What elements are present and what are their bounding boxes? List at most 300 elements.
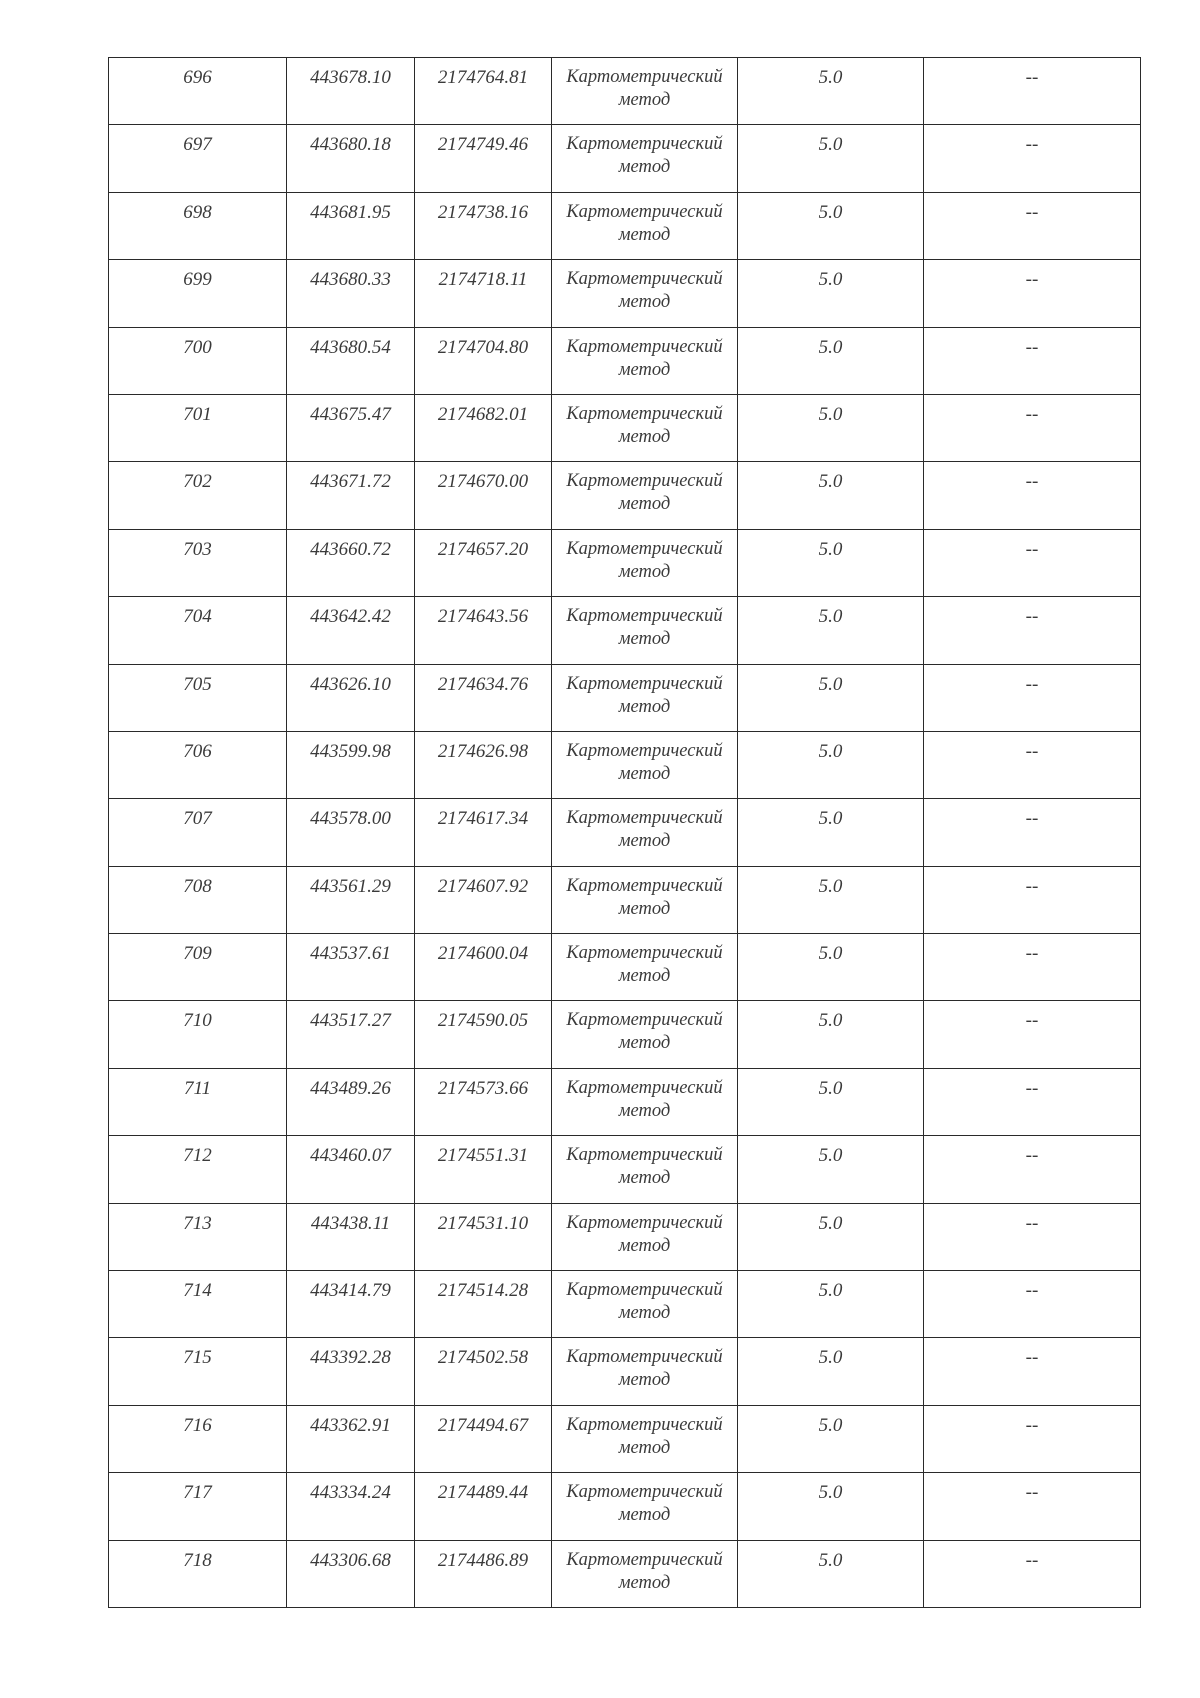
accuracy-cell xyxy=(738,125,924,192)
accuracy-value: 5.0 xyxy=(818,1212,843,1234)
point-number-cell xyxy=(109,934,287,1001)
point-number-cell xyxy=(109,1473,287,1540)
method-cell xyxy=(552,529,738,596)
accuracy-cell xyxy=(738,597,924,664)
note-cell xyxy=(924,1405,1141,1472)
x-coordinate: 443362.91 xyxy=(310,1414,391,1436)
point-number: 697 xyxy=(183,134,212,156)
point-number: 717 xyxy=(183,1482,212,1504)
point-number-cell xyxy=(109,394,287,461)
x-coordinate: 443660.72 xyxy=(310,538,391,560)
note-cell xyxy=(924,1271,1141,1338)
x-coordinate-cell xyxy=(287,1203,415,1270)
y-coordinate-cell xyxy=(415,934,552,1001)
y-coordinate: 2174600.04 xyxy=(437,943,529,965)
determination-method: Картометрический метод xyxy=(566,1549,723,1593)
accuracy-cell xyxy=(738,1136,924,1203)
accuracy-cell xyxy=(738,1271,924,1338)
determination-method: Картометрический метод xyxy=(566,403,723,447)
y-coordinate: 2174738.16 xyxy=(437,201,529,223)
table-row xyxy=(109,58,1141,125)
point-number-cell xyxy=(109,529,287,596)
method-cell xyxy=(552,1203,738,1270)
x-coordinate: 443392.28 xyxy=(310,1347,391,1369)
determination-method: Картометрический метод xyxy=(566,1212,723,1256)
note-cell xyxy=(924,1540,1141,1607)
determination-method: Картометрический метод xyxy=(566,673,723,717)
y-coordinate: 2174617.34 xyxy=(437,808,529,830)
accuracy-value: 5.0 xyxy=(818,201,843,223)
y-coordinate: 2174626.98 xyxy=(437,740,529,762)
x-coordinate: 443578.00 xyxy=(310,808,391,830)
note-value: -- xyxy=(1025,1347,1039,1369)
point-number: 706 xyxy=(183,740,212,762)
note-cell xyxy=(924,1203,1141,1270)
note-cell xyxy=(924,394,1141,461)
method-cell xyxy=(552,1001,738,1068)
accuracy-value: 5.0 xyxy=(818,808,843,830)
x-coordinate-cell xyxy=(287,1540,415,1607)
point-number: 702 xyxy=(183,471,212,493)
y-coordinate: 2174573.66 xyxy=(437,1077,529,1099)
x-coordinate: 443678.10 xyxy=(310,67,391,88)
y-coordinate: 2174764.81 xyxy=(437,67,529,88)
accuracy-value: 5.0 xyxy=(818,336,843,358)
y-coordinate: 2174502.58 xyxy=(437,1347,529,1369)
note-cell xyxy=(924,1473,1141,1540)
point-number: 710 xyxy=(183,1010,212,1032)
accuracy-cell xyxy=(738,260,924,327)
accuracy-cell xyxy=(738,58,924,125)
note-cell xyxy=(924,327,1141,394)
coordinates-table-body xyxy=(109,58,1141,1608)
note-cell xyxy=(924,58,1141,125)
accuracy-value: 5.0 xyxy=(818,1077,843,1099)
note-cell xyxy=(924,597,1141,664)
accuracy-cell xyxy=(738,394,924,461)
x-coordinate: 443680.54 xyxy=(310,336,391,358)
accuracy-value: 5.0 xyxy=(818,403,843,425)
determination-method: Картометрический метод xyxy=(566,67,723,110)
note-value: -- xyxy=(1025,403,1039,425)
point-number-cell xyxy=(109,799,287,866)
note-value: -- xyxy=(1025,538,1039,560)
table-row xyxy=(109,1203,1141,1270)
point-number: 703 xyxy=(183,538,212,560)
y-coordinate-cell xyxy=(415,394,552,461)
note-cell xyxy=(924,664,1141,731)
note-cell xyxy=(924,731,1141,798)
x-coordinate: 443681.95 xyxy=(310,201,391,223)
accuracy-value: 5.0 xyxy=(818,875,843,897)
table-row xyxy=(109,1473,1141,1540)
accuracy-value: 5.0 xyxy=(818,1280,843,1302)
note-cell xyxy=(924,260,1141,327)
table-row xyxy=(109,731,1141,798)
table-row xyxy=(109,1001,1141,1068)
y-coordinate-cell xyxy=(415,1068,552,1135)
coordinates-table xyxy=(108,57,1141,1608)
point-number: 700 xyxy=(183,336,212,358)
determination-method: Картометрический метод xyxy=(566,1414,723,1458)
accuracy-cell xyxy=(738,934,924,1001)
note-cell xyxy=(924,1068,1141,1135)
x-coordinate: 443680.33 xyxy=(310,269,391,291)
note-value: -- xyxy=(1025,1010,1039,1032)
method-cell xyxy=(552,1338,738,1405)
accuracy-cell xyxy=(738,1473,924,1540)
method-cell xyxy=(552,462,738,529)
y-coordinate-cell xyxy=(415,462,552,529)
x-coordinate: 443561.29 xyxy=(310,875,391,897)
y-coordinate: 2174682.01 xyxy=(437,403,529,425)
method-cell xyxy=(552,664,738,731)
determination-method: Картометрический метод xyxy=(566,606,723,650)
y-coordinate-cell xyxy=(415,664,552,731)
note-value: -- xyxy=(1025,471,1039,493)
accuracy-value: 5.0 xyxy=(818,67,843,88)
y-coordinate-cell xyxy=(415,866,552,933)
note-value: -- xyxy=(1025,606,1039,628)
y-coordinate: 2174718.11 xyxy=(438,269,528,291)
point-number-cell xyxy=(109,58,287,125)
x-coordinate-cell xyxy=(287,394,415,461)
note-cell xyxy=(924,799,1141,866)
note-value: -- xyxy=(1025,1482,1039,1504)
accuracy-cell xyxy=(738,664,924,731)
method-cell xyxy=(552,1405,738,1472)
y-coordinate-cell xyxy=(415,597,552,664)
method-cell xyxy=(552,866,738,933)
determination-method: Картометрический метод xyxy=(566,134,723,178)
table-row xyxy=(109,1540,1141,1607)
point-number-cell xyxy=(109,1068,287,1135)
point-number: 713 xyxy=(183,1212,212,1234)
point-number-cell xyxy=(109,597,287,664)
accuracy-cell xyxy=(738,799,924,866)
accuracy-value: 5.0 xyxy=(818,740,843,762)
x-coordinate-cell xyxy=(287,1068,415,1135)
table-row xyxy=(109,934,1141,1001)
y-coordinate-cell xyxy=(415,529,552,596)
accuracy-value: 5.0 xyxy=(818,943,843,965)
point-number: 716 xyxy=(183,1414,212,1436)
x-coordinate: 443671.72 xyxy=(310,471,391,493)
method-cell xyxy=(552,1136,738,1203)
y-coordinate: 2174494.67 xyxy=(437,1414,529,1436)
note-value: -- xyxy=(1025,269,1039,291)
x-coordinate-cell xyxy=(287,125,415,192)
x-coordinate-cell xyxy=(287,58,415,125)
accuracy-cell xyxy=(738,529,924,596)
point-number-cell xyxy=(109,1338,287,1405)
y-coordinate-cell xyxy=(415,260,552,327)
determination-method: Картометрический метод xyxy=(566,1347,723,1391)
x-coordinate-cell xyxy=(287,866,415,933)
determination-method: Картометрический метод xyxy=(566,201,723,245)
y-coordinate: 2174514.28 xyxy=(437,1280,529,1302)
point-number-cell xyxy=(109,1540,287,1607)
determination-method: Картометрический метод xyxy=(566,1145,723,1189)
y-coordinate: 2174607.92 xyxy=(437,875,529,897)
y-coordinate: 2174489.44 xyxy=(437,1482,529,1504)
table-row xyxy=(109,1405,1141,1472)
point-number-cell xyxy=(109,731,287,798)
x-coordinate-cell xyxy=(287,1338,415,1405)
x-coordinate-cell xyxy=(287,327,415,394)
x-coordinate: 443460.07 xyxy=(310,1145,391,1167)
y-coordinate-cell xyxy=(415,125,552,192)
point-number: 709 xyxy=(183,943,212,965)
method-cell xyxy=(552,125,738,192)
point-number: 711 xyxy=(183,1077,212,1099)
note-value: -- xyxy=(1025,943,1039,965)
point-number-cell xyxy=(109,664,287,731)
y-coordinate-cell xyxy=(415,1203,552,1270)
method-cell xyxy=(552,934,738,1001)
x-coordinate: 443680.18 xyxy=(310,134,391,156)
note-value: -- xyxy=(1025,808,1039,830)
point-number: 708 xyxy=(183,875,212,897)
y-coordinate: 2174749.46 xyxy=(437,134,529,156)
method-cell xyxy=(552,1271,738,1338)
y-coordinate: 2174634.76 xyxy=(437,673,529,695)
point-number: 718 xyxy=(183,1549,212,1571)
method-cell xyxy=(552,799,738,866)
method-cell xyxy=(552,1540,738,1607)
x-coordinate-cell xyxy=(287,1473,415,1540)
determination-method: Картометрический метод xyxy=(566,740,723,784)
y-coordinate-cell xyxy=(415,1271,552,1338)
determination-method: Картометрический метод xyxy=(566,808,723,852)
point-number-cell xyxy=(109,260,287,327)
accuracy-cell xyxy=(738,1001,924,1068)
determination-method: Картометрический метод xyxy=(566,1280,723,1324)
table-row xyxy=(109,1136,1141,1203)
y-coordinate-cell xyxy=(415,799,552,866)
determination-method: Картометрический метод xyxy=(566,875,723,919)
table-row xyxy=(109,260,1141,327)
determination-method: Картометрический метод xyxy=(566,471,723,515)
point-number-cell xyxy=(109,327,287,394)
y-coordinate-cell xyxy=(415,1136,552,1203)
accuracy-value: 5.0 xyxy=(818,1010,843,1032)
x-coordinate: 443599.98 xyxy=(310,740,391,762)
table-row xyxy=(109,192,1141,259)
x-coordinate-cell xyxy=(287,597,415,664)
note-value: -- xyxy=(1025,1549,1039,1571)
method-cell xyxy=(552,731,738,798)
note-cell xyxy=(924,1001,1141,1068)
point-number: 712 xyxy=(183,1145,212,1167)
note-cell xyxy=(924,866,1141,933)
note-value: -- xyxy=(1025,740,1039,762)
x-coordinate-cell xyxy=(287,1001,415,1068)
table-row xyxy=(109,597,1141,664)
note-value: -- xyxy=(1025,1077,1039,1099)
accuracy-value: 5.0 xyxy=(818,1145,843,1167)
table-row xyxy=(109,394,1141,461)
accuracy-value: 5.0 xyxy=(818,606,843,628)
accuracy-value: 5.0 xyxy=(818,1549,843,1571)
x-coordinate-cell xyxy=(287,462,415,529)
note-value: -- xyxy=(1025,336,1039,358)
accuracy-cell xyxy=(738,1068,924,1135)
point-number: 715 xyxy=(183,1347,212,1369)
determination-method: Картометрический метод xyxy=(566,538,723,582)
x-coordinate: 443626.10 xyxy=(310,673,391,695)
accuracy-cell xyxy=(738,462,924,529)
point-number-cell xyxy=(109,1271,287,1338)
determination-method: Картометрический метод xyxy=(566,943,723,987)
y-coordinate: 2174486.89 xyxy=(437,1549,529,1571)
method-cell xyxy=(552,1473,738,1540)
y-coordinate: 2174531.10 xyxy=(437,1212,529,1234)
x-coordinate: 443489.26 xyxy=(310,1077,391,1099)
x-coordinate: 443517.27 xyxy=(310,1010,391,1032)
accuracy-cell xyxy=(738,866,924,933)
x-coordinate-cell xyxy=(287,529,415,596)
x-coordinate-cell xyxy=(287,799,415,866)
note-cell xyxy=(924,125,1141,192)
point-number: 704 xyxy=(183,606,212,628)
table-row xyxy=(109,799,1141,866)
x-coordinate-cell xyxy=(287,731,415,798)
note-cell xyxy=(924,1338,1141,1405)
point-number-cell xyxy=(109,1203,287,1270)
table-row xyxy=(109,462,1141,529)
table-row xyxy=(109,125,1141,192)
determination-method: Картометрический метод xyxy=(566,269,723,313)
accuracy-cell xyxy=(738,192,924,259)
accuracy-value: 5.0 xyxy=(818,134,843,156)
accuracy-cell xyxy=(738,1338,924,1405)
determination-method: Картометрический метод xyxy=(566,1482,723,1526)
point-number-cell xyxy=(109,1405,287,1472)
method-cell xyxy=(552,394,738,461)
method-cell xyxy=(552,597,738,664)
y-coordinate-cell xyxy=(415,1473,552,1540)
note-value: -- xyxy=(1025,134,1039,156)
method-cell xyxy=(552,192,738,259)
x-coordinate-cell xyxy=(287,1271,415,1338)
point-number: 707 xyxy=(183,808,212,830)
x-coordinate-cell xyxy=(287,1405,415,1472)
point-number: 714 xyxy=(183,1280,212,1302)
note-cell xyxy=(924,934,1141,1001)
point-number: 701 xyxy=(183,403,212,425)
note-cell xyxy=(924,192,1141,259)
x-coordinate: 443414.79 xyxy=(310,1280,391,1302)
note-value: -- xyxy=(1025,673,1039,695)
accuracy-cell xyxy=(738,1540,924,1607)
accuracy-cell xyxy=(738,1405,924,1472)
method-cell xyxy=(552,58,738,125)
x-coordinate: 443642.42 xyxy=(310,606,391,628)
note-cell xyxy=(924,529,1141,596)
determination-method: Картометрический метод xyxy=(566,1010,723,1054)
note-value: -- xyxy=(1025,1414,1039,1436)
point-number-cell xyxy=(109,125,287,192)
point-number: 699 xyxy=(183,269,212,291)
y-coordinate: 2174670.00 xyxy=(437,471,529,493)
y-coordinate-cell xyxy=(415,1001,552,1068)
method-cell xyxy=(552,260,738,327)
accuracy-value: 5.0 xyxy=(818,673,843,695)
accuracy-cell xyxy=(738,327,924,394)
accuracy-cell xyxy=(738,731,924,798)
point-number-cell xyxy=(109,1136,287,1203)
y-coordinate: 2174657.20 xyxy=(437,538,529,560)
point-number: 696 xyxy=(183,67,212,88)
y-coordinate-cell xyxy=(415,731,552,798)
table-row xyxy=(109,1068,1141,1135)
note-cell xyxy=(924,462,1141,529)
table-row xyxy=(109,664,1141,731)
y-coordinate: 2174643.56 xyxy=(437,606,529,628)
table-row xyxy=(109,529,1141,596)
determination-method: Картометрический метод xyxy=(566,336,723,380)
method-cell xyxy=(552,1068,738,1135)
y-coordinate-cell xyxy=(415,1405,552,1472)
point-number-cell xyxy=(109,192,287,259)
accuracy-value: 5.0 xyxy=(818,538,843,560)
x-coordinate-cell xyxy=(287,1136,415,1203)
point-number: 698 xyxy=(183,201,212,223)
note-cell xyxy=(924,1136,1141,1203)
x-coordinate: 443438.11 xyxy=(310,1212,391,1234)
point-number-cell xyxy=(109,866,287,933)
x-coordinate-cell xyxy=(287,664,415,731)
x-coordinate: 443537.61 xyxy=(310,943,391,965)
table-row xyxy=(109,866,1141,933)
method-cell xyxy=(552,327,738,394)
point-number-cell xyxy=(109,1001,287,1068)
x-coordinate: 443334.24 xyxy=(310,1482,391,1504)
point-number: 705 xyxy=(183,673,212,695)
x-coordinate-cell xyxy=(287,934,415,1001)
table-row xyxy=(109,1271,1141,1338)
x-coordinate: 443675.47 xyxy=(310,403,391,425)
y-coordinate: 2174704.80 xyxy=(437,336,529,358)
y-coordinate: 2174590.05 xyxy=(437,1010,529,1032)
accuracy-value: 5.0 xyxy=(818,471,843,493)
note-value: -- xyxy=(1025,201,1039,223)
y-coordinate-cell xyxy=(415,58,552,125)
x-coordinate-cell xyxy=(287,260,415,327)
y-coordinate-cell xyxy=(415,327,552,394)
y-coordinate-cell xyxy=(415,1338,552,1405)
x-coordinate: 443306.68 xyxy=(310,1549,391,1571)
note-value: -- xyxy=(1025,1212,1039,1234)
note-value: -- xyxy=(1025,67,1039,88)
table-row xyxy=(109,327,1141,394)
accuracy-value: 5.0 xyxy=(818,1482,843,1504)
x-coordinate-cell xyxy=(287,192,415,259)
y-coordinate-cell xyxy=(415,192,552,259)
accuracy-value: 5.0 xyxy=(818,269,843,291)
y-coordinate: 2174551.31 xyxy=(437,1145,529,1167)
note-value: -- xyxy=(1025,1280,1039,1302)
accuracy-value: 5.0 xyxy=(818,1347,843,1369)
table-row xyxy=(109,1338,1141,1405)
y-coordinate-cell xyxy=(415,1540,552,1607)
accuracy-cell xyxy=(738,1203,924,1270)
note-value: -- xyxy=(1025,875,1039,897)
note-value: -- xyxy=(1025,1145,1039,1167)
accuracy-value: 5.0 xyxy=(818,1414,843,1436)
point-number-cell xyxy=(109,462,287,529)
